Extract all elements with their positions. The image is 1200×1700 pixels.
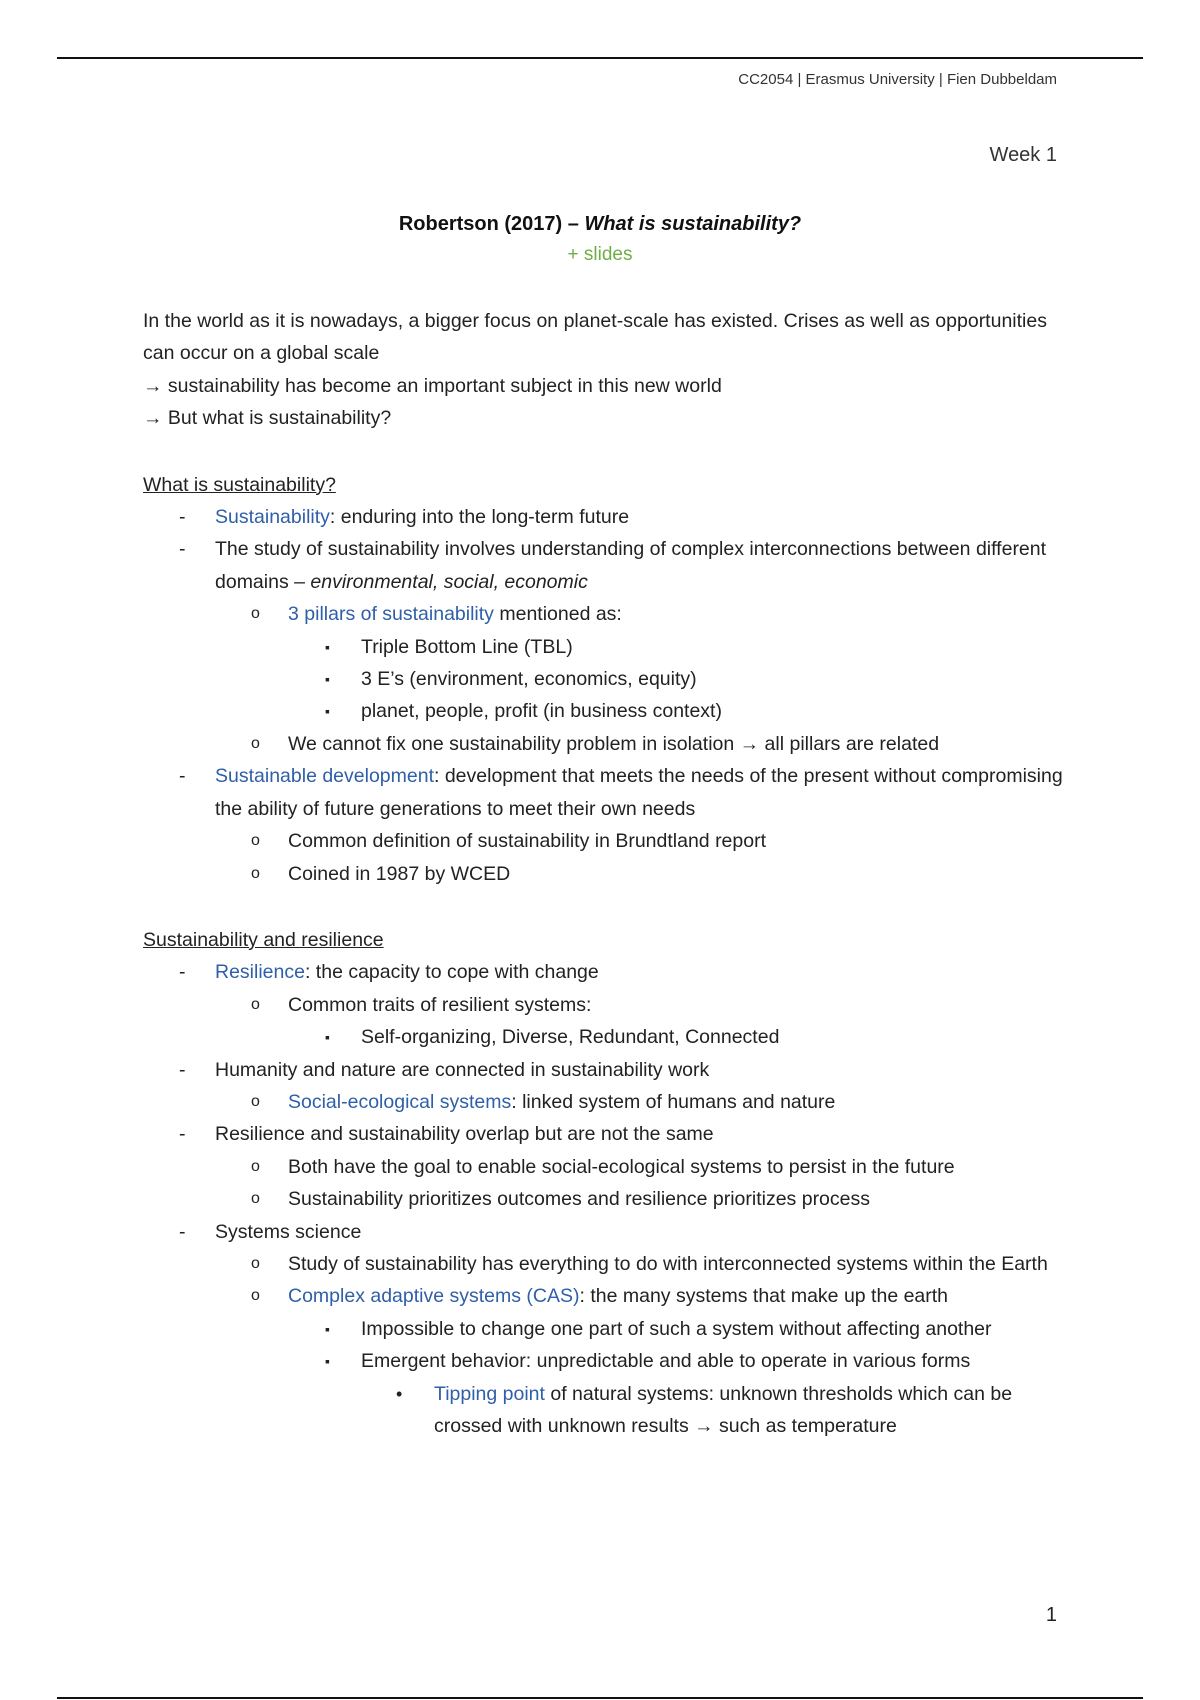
intro-paragraph: In the world as it is nowadays, a bigger focus on planet-scale has existed. Crises as well as opportunities can occur on a global scale <box>143 310 1047 365</box>
list-text: Triple Bottom Line (TBL) <box>361 635 573 658</box>
list-item <box>143 501 1063 533</box>
square-bullet: ▪ <box>325 1029 330 1046</box>
list-item <box>143 760 1063 825</box>
dash-bullet: - <box>179 1220 186 1243</box>
list-text: planet, people, profit (in business context) <box>361 700 722 723</box>
dot-bullet: • <box>396 1383 403 1404</box>
list-item <box>143 695 1063 727</box>
list-item <box>143 1280 1063 1312</box>
document-body <box>143 305 1063 1442</box>
square-bullet: ▪ <box>325 1320 330 1337</box>
circle-bullet: o <box>251 864 260 882</box>
term: 3 pillars of sustainability <box>288 603 494 626</box>
list-text: Humanity and nature are connected in sustainability work <box>215 1058 710 1081</box>
list-text-italic: environmental, social, economic <box>310 570 588 593</box>
week-label: Week 1 <box>989 144 1057 166</box>
circle-bullet: o <box>251 995 260 1013</box>
list-text: Both have the goal to enable social-ecological systems to persist in the future <box>288 1155 955 1178</box>
dash-bullet: - <box>179 538 186 561</box>
list-text: Systems science <box>215 1220 362 1243</box>
list-text: Common traits of resilient systems: <box>288 993 592 1016</box>
square-bullet: ▪ <box>325 638 330 655</box>
title-block <box>0 211 1200 267</box>
list-text: Sustainability prioritizes outcomes and resilience prioritizes process <box>288 1188 871 1211</box>
list-item <box>143 1313 1063 1345</box>
list-item <box>143 989 1063 1021</box>
circle-bullet: o <box>251 605 260 623</box>
list-text: Impossible to change one part of such a system without affecting another <box>361 1317 992 1340</box>
definition: : development that meets the needs of the present without compromising the ability of future generations to meet their own needs <box>215 765 1063 820</box>
list-text: Emergent behavior: unpredictable and able to operate in various forms <box>361 1350 971 1373</box>
circle-bullet: o <box>251 734 260 752</box>
dash-bullet: - <box>179 765 186 788</box>
list-item <box>143 1054 1063 1086</box>
square-bullet: ▪ <box>325 1353 330 1370</box>
list-text: Common definition of sustainability in Brundtland report <box>288 830 767 853</box>
header-rule <box>57 57 1143 59</box>
list-text: Resilience and sustainability overlap but are not the same <box>215 1123 714 1146</box>
dash-bullet: - <box>179 1058 186 1081</box>
circle-bullet: o <box>251 1254 260 1272</box>
list-text: The study of sustainability involves understanding of complex interconnections between different domains – <box>215 538 1047 593</box>
dash-bullet: - <box>179 1123 186 1146</box>
dash-bullet: - <box>179 506 186 529</box>
list-text: Self-organizing, Diverse, Redundant, Connected <box>361 1026 780 1049</box>
square-bullet: ▪ <box>325 671 330 688</box>
list-item <box>143 1216 1063 1248</box>
list-text: We cannot fix one sustainability problem in isolation → all pillars are related <box>288 732 940 755</box>
section-heading: Sustainability and resilience <box>143 928 384 951</box>
definition: of natural systems: unknown thresholds which can be crossed with unknown results → such as temperature <box>434 1382 1013 1437</box>
list-item <box>143 1151 1063 1183</box>
list-item <box>143 598 1063 630</box>
list-item <box>143 825 1063 857</box>
title-italic: What is sustainability? <box>584 213 802 235</box>
list-text: Coined in 1987 by WCED <box>288 862 511 885</box>
subtitle: + slides <box>567 244 633 265</box>
list-text: 3 E’s (environment, economics, equity) <box>361 668 697 691</box>
circle-bullet: o <box>251 1157 260 1175</box>
section-heading: What is sustainability? <box>143 473 336 496</box>
term: Sustainable development <box>215 765 434 788</box>
term: Sustainability <box>215 506 330 529</box>
square-bullet: ▪ <box>325 703 330 720</box>
intro-arrow-line: → But what is sustainability? <box>143 407 392 430</box>
circle-bullet: o <box>251 1287 260 1305</box>
definition: : the many systems that make up the earth <box>579 1285 949 1308</box>
list-item <box>143 1345 1063 1377</box>
list-text: Study of sustainability has everything to do with interconnected systems within the Earth <box>288 1252 1048 1275</box>
page-number: 1 <box>1045 1604 1057 1626</box>
list-item <box>143 533 1063 598</box>
term: Complex adaptive systems (CAS) <box>288 1285 580 1308</box>
list-item <box>143 1021 1063 1053</box>
dash-bullet: - <box>179 961 186 984</box>
circle-bullet: o <box>251 1190 260 1208</box>
term: Tipping point <box>434 1382 545 1405</box>
list-item <box>143 631 1063 663</box>
list-item <box>143 956 1063 988</box>
title-prefix: Robertson (2017) – <box>398 213 585 235</box>
running-header: CC2054 | Erasmus University | Fien Dubbeldam <box>738 71 1057 88</box>
list-item <box>143 1118 1063 1150</box>
list-item <box>143 1086 1063 1118</box>
definition: : enduring into the long-term future <box>329 506 630 529</box>
term: Resilience <box>215 961 305 984</box>
list-text: mentioned as: <box>493 603 622 626</box>
circle-bullet: o <box>251 1092 260 1110</box>
term: Social-ecological systems <box>288 1090 512 1113</box>
list-item <box>143 1378 1063 1443</box>
footer-rule <box>57 1697 1143 1699</box>
list-item <box>143 663 1063 695</box>
document-title <box>0 211 1200 237</box>
definition: : linked system of humans and nature <box>511 1090 836 1113</box>
list-item <box>143 1183 1063 1215</box>
list-item <box>143 1248 1063 1280</box>
definition: : the capacity to cope with change <box>304 961 599 984</box>
intro-arrow-line: → sustainability has become an important subject in this new world <box>143 374 722 397</box>
list-item <box>143 858 1063 890</box>
circle-bullet: o <box>251 832 260 850</box>
list-item <box>143 728 1063 760</box>
